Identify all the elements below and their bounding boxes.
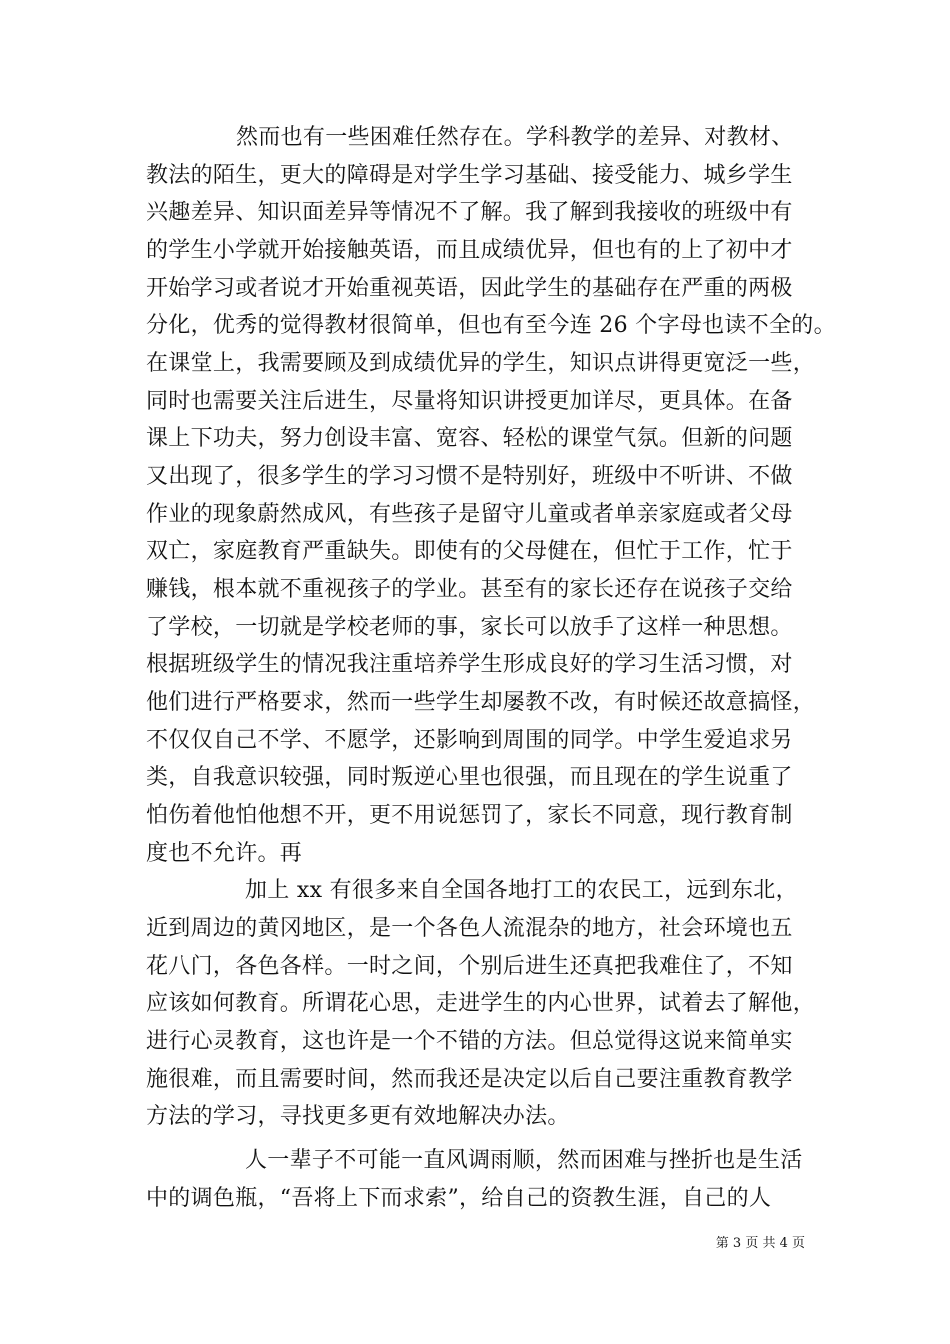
paragraph-line: 度也不允许。再 xyxy=(146,841,303,866)
paragraph-line: 根据班级学生的情况我注重培养学生形成良好的学习生活习惯，对 xyxy=(146,652,793,677)
paragraph-line: 同时也需要关注后进生，尽量将知识讲授更加详尽，更具体。在备 xyxy=(146,389,793,414)
paragraph-line: 课上下功夫，努力创设丰富、宽容、轻松的课堂气氛。但新的问题 xyxy=(146,426,793,451)
paragraph-line: 的学生小学就开始接触英语，而且成绩优异，但也有的上了初中才 xyxy=(146,238,793,263)
paragraph-line: 类，自我意识较强，同时叛逆心里也很强，而且现在的学生说重了 xyxy=(146,765,793,790)
paragraph-line: 了学校，一切就是学校老师的事，家长可以放手了这样一种思想。 xyxy=(146,615,793,640)
paragraph-line: 开始学习或者说才开始重视英语，因此学生的基础存在严重的两极 xyxy=(146,276,793,301)
paragraph-line: 应该如何教育。所谓花心思，走进学生的内心世界，试着去了解他， xyxy=(146,991,816,1016)
paragraph-line: 教法的陌生，更大的障碍是对学生学习基础、接受能力、城乡学生 xyxy=(146,163,793,188)
paragraph-line: 人一辈子不可能一直风调雨顺，然而困难与挫折也是生活 xyxy=(245,1148,803,1173)
paragraph-line: 施很难，而且需要时间，然而我还是决定以后自己要注重教育教学 xyxy=(146,1067,793,1092)
paragraph-line: 方法的学习，寻找更多更有效地解决办法。 xyxy=(146,1104,570,1129)
paragraph-line: 分化，优秀的觉得教材很简单，但也有至今连 26 个字母也读不全的。 xyxy=(146,313,836,338)
paragraph-line: 不仅仅自己不学、不愿学，还影响到周围的同学。中学生爱追求另 xyxy=(146,728,793,753)
paragraph-line: 花八门，各色各样。一时之间，个别后进生还真把我难住了，不知 xyxy=(146,954,793,979)
paragraph-line: 他们进行严格要求，然而一些学生却屡教不改，有时候还故意搞怪， xyxy=(146,690,816,715)
paragraph-line: 作业的现象蔚然成风，有些孩子是留守儿童或者单亲家庭或者父母 xyxy=(146,502,793,527)
paragraph-line: 进行心灵教育，这也许是一个不错的方法。但总觉得这说来简单实 xyxy=(146,1029,793,1054)
paragraph-line: 又出现了，很多学生的学习习惯不是特别好，班级中不听讲、不做 xyxy=(146,464,793,489)
paragraph-line: 怕伤着他怕他想不开，更不用说惩罚了，家长不同意，现行教育制 xyxy=(146,803,793,828)
paragraph-line: 赚钱，根本就不重视孩子的学业。甚至有的家长还存在说孩子交给 xyxy=(146,577,793,602)
paragraph-line: 近到周边的黄冈地区，是一个各色人流混杂的地方，社会环境也五 xyxy=(146,916,793,941)
page-number: 第 3 页 共 4 页 xyxy=(715,1236,805,1251)
paragraph-line: 然而也有一些困难任然存在。学科教学的差异、对教材、 xyxy=(236,125,794,150)
paragraph-line: 在课堂上，我需要顾及到成绩优异的学生，知识点讲得更宽泛一些， xyxy=(146,351,816,376)
paragraph-line: 兴趣差异、知识面差异等情况不了解。我了解到我接收的班级中有 xyxy=(146,200,793,225)
paragraph-line: 中的调色瓶，“吾将上下而求索”，给自己的资教生涯，自己的人 xyxy=(146,1186,772,1211)
paragraph-line: 双亡，家庭教育严重缺失。即使有的父母健在，但忙于工作，忙于 xyxy=(146,539,793,564)
paragraph-line: 加上 xx 有很多来自全国各地打工的农民工，远到东北， xyxy=(245,878,798,903)
